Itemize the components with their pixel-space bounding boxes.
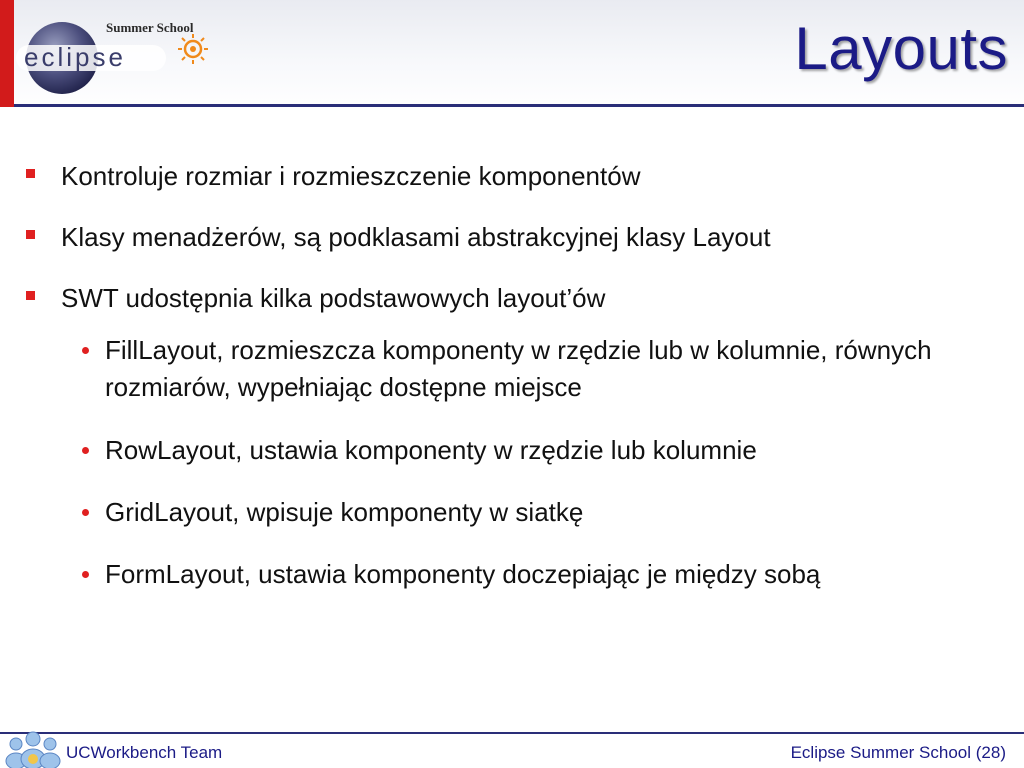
- bullet-text: Kontroluje rozmiar i rozmieszczenie komponentów: [61, 161, 641, 191]
- footer-team: UCWorkbench Team: [66, 743, 223, 762]
- dot-bullet-icon: [82, 447, 89, 454]
- sub-bullet-item: [22, 432, 925, 468]
- bullet-item: [22, 221, 1012, 253]
- bullet-text: Klasy menadżerów, są podklasami abstrakcyjnej klasy Layout: [61, 222, 771, 252]
- accent-bar: [0, 0, 14, 107]
- sub-bullet-item: [22, 494, 925, 530]
- eclipse-logo: [16, 10, 231, 102]
- square-bullet-icon: [26, 169, 35, 178]
- slide-header: [0, 0, 1024, 110]
- sub-bullet-item: [22, 556, 1005, 592]
- dot-bullet-icon: [82, 509, 89, 516]
- dot-bullet-icon: [82, 347, 89, 354]
- square-bullet-icon: [26, 291, 35, 300]
- sub-bullet-item: [22, 332, 935, 406]
- people-group-icon: [4, 729, 62, 768]
- footer-page-label: Eclipse Summer School (28): [790, 743, 1006, 762]
- sub-bullet-text: RowLayout, ustawia komponenty w rzędzie lub kolumnie: [105, 435, 757, 465]
- square-bullet-icon: [26, 230, 35, 239]
- sun-icon: [178, 34, 208, 64]
- logo-word: eclipse: [24, 42, 126, 72]
- bullet-item: [22, 282, 1012, 314]
- logo-tagline: Summer School: [106, 20, 194, 35]
- sub-bullet-text: GridLayout, wpisuje komponenty w siatkę: [105, 497, 584, 527]
- bullet-item: [22, 160, 1012, 192]
- slide-title: Layouts: [794, 15, 1008, 82]
- sub-bullet-text: FillLayout, rozmieszcza komponenty w rzędzie lub w kolumnie, równych rozmiarów, wypełniając dostępne miejsce: [105, 335, 932, 402]
- header-divider: [14, 104, 1024, 107]
- bullet-list: [22, 160, 1012, 618]
- sub-bullet-text: FormLayout, ustawia komponenty doczepiając je między sobą: [105, 559, 821, 589]
- dot-bullet-icon: [82, 571, 89, 578]
- footer-divider: [0, 732, 1024, 734]
- bullet-text: SWT udostępnia kilka podstawowych layout’ów: [61, 283, 606, 313]
